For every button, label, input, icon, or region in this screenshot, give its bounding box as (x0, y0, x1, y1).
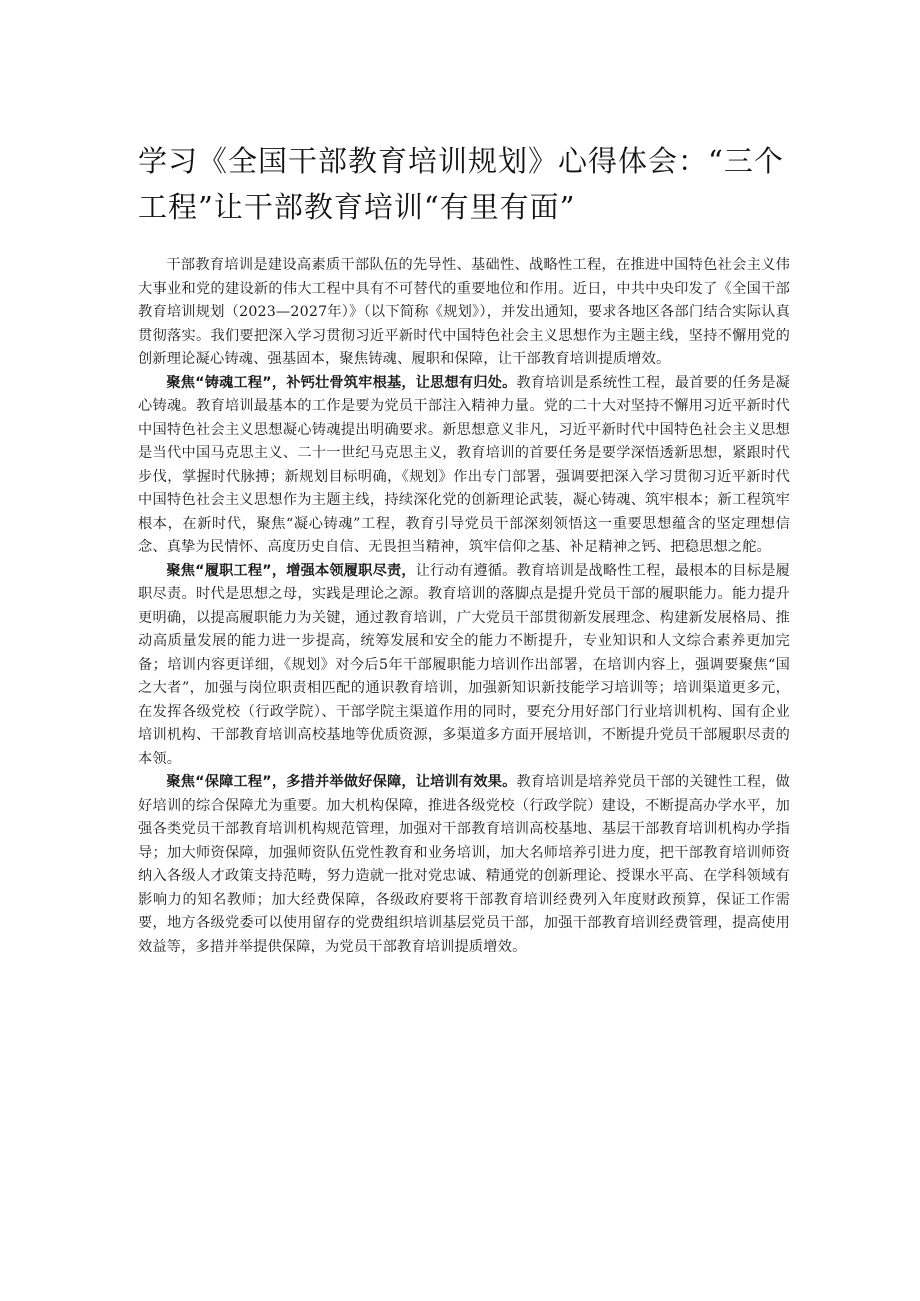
section-paragraph-soul (138, 372, 790, 560)
section-paragraph-support (138, 771, 790, 959)
document-page (138, 138, 790, 959)
intro-paragraph: 干部教育培训是建设高素质干部队伍的先导性、基础性、战略性工程，在推进中国特色社会主义伟大事业和党的建设新的伟大工程中具有不可替代的重要地位和作用。近日，中共中央印发了《全国干部教育培训规划（2023—2027年）》（以下简称《规划》），并发出通知，要求各地区各部门结合实际认真贯彻落实。我们要把深入学习贯彻习近平新时代中国特色社会主义思想作为主题主线，坚持不懈用党的创新理论凝心铸魂、强基固本，聚焦铸魂、履职和保障，让干部教育培训提质增效。 (138, 257, 790, 367)
section-body-support: 教育培训是培养党员干部的关键性工程，做好培训的综合保障尤为重要。加大机构保障，推进各级党校（行政学院）建设，不断提高办学水平，加强各类党员干部教育培训机构规范管理，加强对干部教育培训高校基地、基层干部教育培训机构办学指导；加大师资保障，加强师资队伍党性教育和业务培训，加大名师培养引进力度，把干部教育培训师资纳入各级人才政策支持范畴，努力造就一批对党忠诚、精通党的创新理论、授课水平高、在学科领域有影响力的知名教师；加大经费保障，各级政府要将干部教育培训经费列入年度财政预算，保证工作需要，地方各级党委可以使用留存的党费组织培训基层党员干部，加强干部教育培训经费管理，提高使用效益等，多措并举提供保障，为党员干部教育培训提质增效。 (138, 774, 790, 955)
document-title: 学习《全国干部教育培训规划》心得体会：“三个工程”让干部教育培训“有里有面” (138, 144, 784, 224)
section-lead-support: 聚焦“保障工程”，多措并举做好保障，让培训有效果。 (166, 774, 517, 790)
section-body-soul: 教育培训是系统性工程，最首要的任务是凝心铸魂。教育培训最基本的工作是要为党员干部注入精神力量。党的二十大对坚持不懈用习近平新时代中国特色社会主义思想凝心铸魂提出明确要求。新思想意义非凡，习近平新时代中国特色社会主义思想是当代中国马克思主义、二十一世纪马克思主义，教育培训的首要任务是要学深悟透新思想，紧跟时代步伐，掌握时代脉搏；新规划目标明确，《规划》作出专门部署，强调要把深入学习贯彻习近平新时代中国特色社会主义思想作为主题主线，持续深化党的创新理论武装，凝心铸魂、筑牢根本；新工程筑牢根本，在新时代，聚焦“凝心铸魂”工程，教育引导党员干部深刻领悟这一重要思想蕴含的坚定理想信念、真挚为民情怀、高度历史自信、无畏担当精神，筑牢信仰之基、补足精神之钙、把稳思想之舵。 (138, 374, 790, 555)
section-lead-soul: 聚焦“铸魂工程”，补钙壮骨筑牢根基，让思想有归处。 (166, 374, 517, 391)
section-paragraph-duty (138, 560, 790, 772)
section-body-duty: 让行动有遵循。教育培训是战略性工程，最根本的目标是履职尽责。时代是思想之母，实践是理论之源。教育培训的落脚点是提升党员干部的履职能力。能力提升更明确，以提高履职能力为关键，通过教育培训，广大党员干部贯彻新发展理念、构建新发展格局、推动高质量发展的能力进一步提高，统筹发展和安全的能力不断提升，专业知识和人文综合素养更加完备；培训内容更详细，《规划》对今后5年干部履职能力培训作出部署，在培训内容上，强调要聚焦“国之大者”，加强与岗位职责相匹配的通识教育培训，加强新知识新技能学习培训等；培训渠道更多元，在发挥各级党校（行政学院）、干部学院主渠道作用的同时，要充分用好部门行业培训机构、国有企业培训机构、干部教育培训高校基地等优质资源，多渠道多方面开展培训，不断提升党员干部履职尽责的本领。 (138, 562, 791, 767)
section-lead-duty: 聚焦“履职工程”，增强本领履职尽责， (166, 562, 416, 579)
